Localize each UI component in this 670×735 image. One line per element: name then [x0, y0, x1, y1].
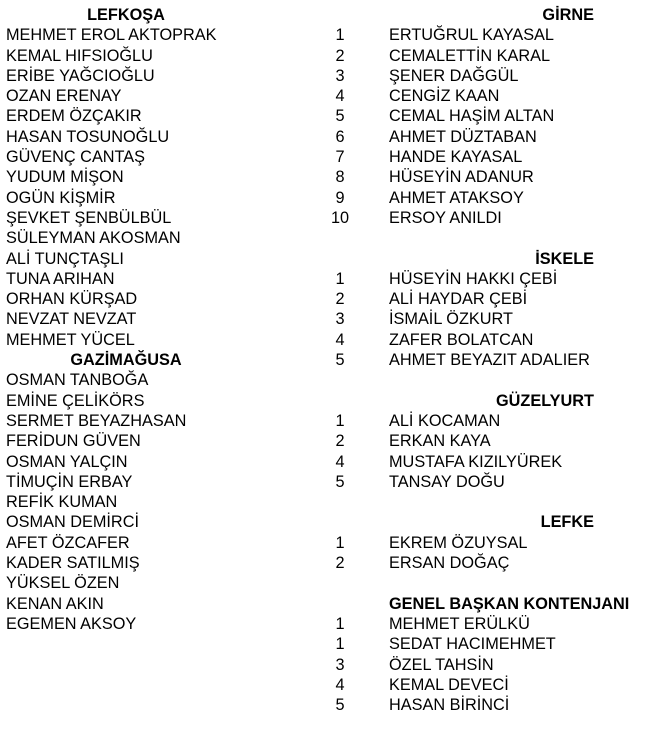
girne-number: 4: [335, 87, 345, 106]
girne-name: HANDE KAYASAL: [389, 148, 523, 167]
kontenjan-number: 3: [335, 655, 345, 674]
girne-name: ERTUĞRUL KAYASAL: [389, 26, 554, 45]
guzelyurt-number: 2: [335, 432, 345, 451]
girne-name: HÜSEYİN ADANUR: [389, 168, 534, 187]
girne-name: CEMALETTİN KARAL: [389, 46, 551, 65]
kontenjan-heading: GENEL BAŞKAN KONTENJANI: [389, 594, 630, 613]
girne-number: 9: [335, 188, 345, 207]
lefkosa-name: ŞEVKET ŞENBÜLBÜL: [6, 208, 172, 227]
lefkosa-name: ORHAN KÜRŞAD: [6, 290, 138, 309]
lefke-name: ERSAN DOĞAÇ: [389, 554, 510, 573]
kontenjan-name: MEHMET ERÜLKÜ: [389, 614, 530, 633]
iskele-number: 3: [335, 310, 345, 329]
iskele-name: ZAFER BOLATCAN: [389, 330, 534, 349]
girne-number: 10: [330, 208, 350, 227]
lefkosa-name: ERİBE YAĞCIOĞLU: [6, 66, 155, 85]
gazimagusa-name: REFİK KUMAN: [6, 493, 118, 512]
girne-number: 8: [335, 168, 345, 187]
guzelyurt-heading: GÜZELYURT: [496, 391, 594, 410]
lefkosa-name: YUDUM MİŞON: [6, 168, 124, 187]
number-column: [318, 5, 362, 715]
lefkosa-name: GÜVENÇ CANTAŞ: [6, 148, 146, 167]
guzelyurt-name: ERKAN KAYA: [389, 432, 491, 451]
kontenjan-number: 4: [335, 675, 345, 694]
iskele-name: HÜSEYİN HAKKI ÇEBİ: [389, 269, 558, 288]
iskele-name: İSMAİL ÖZKURT: [389, 310, 513, 329]
left-column: [6, 5, 326, 634]
gazimagusa-name: AFET ÖZCAFER: [6, 533, 130, 552]
girne-number: 6: [335, 127, 345, 146]
lefke-name: EKREM ÖZUYSAL: [389, 533, 528, 552]
gazimagusa-name: OSMAN DEMİRCİ: [6, 513, 139, 532]
girne-name: ŞENER DAĞGÜL: [389, 66, 519, 85]
iskele-number: 2: [335, 290, 345, 309]
guzelyurt-number: 5: [335, 472, 345, 491]
lefkosa-name: MEHMET EROL AKTOPRAK: [6, 26, 217, 45]
iskele-number: 4: [335, 330, 345, 349]
girne-name: CEMAL HAŞİM ALTAN: [389, 107, 555, 126]
lefke-heading: LEFKE: [540, 513, 594, 532]
iskele-number: 1: [335, 269, 345, 288]
guzelyurt-number: 4: [335, 452, 345, 471]
girne-number: 1: [335, 26, 345, 45]
gazimagusa-name: EGEMEN AKSOY: [6, 614, 137, 633]
girne-heading: GİRNE: [542, 6, 594, 24]
girne-number: 5: [335, 107, 345, 126]
lefkosa-name: MEHMET YÜCEL: [6, 330, 135, 349]
lefke-number: 2: [335, 554, 345, 573]
girne-number: 2: [335, 46, 345, 65]
guzelyurt-name: TANSAY DOĞU: [389, 472, 505, 491]
lefkosa-name: OZAN ERENAY: [6, 87, 122, 106]
gazimagusa-name: EMİNE ÇELİKÖRS: [6, 391, 145, 410]
girne-name: CENGİZ KAAN: [389, 87, 500, 106]
lefkosa-heading: LEFKOŞA: [87, 6, 165, 24]
gazimagusa-name: OSMAN YALÇIN: [6, 452, 128, 471]
iskele-name: AHMET BEYAZIT ADALIER: [389, 351, 590, 370]
iskele-name: ALİ HAYDAR ÇEBİ: [389, 290, 528, 309]
guzelyurt-name: MUSTAFA KIZILYÜREK: [389, 452, 563, 471]
kontenjan-name: SEDAT HACIMEHMET: [389, 635, 556, 654]
lefke-number: 1: [335, 533, 345, 552]
lefkosa-name: SÜLEYMAN AKOSMAN: [6, 229, 181, 248]
kontenjan-name: ÖZEL TAHSİN: [389, 655, 494, 674]
kontenjan-number: 1: [335, 614, 345, 633]
kontenjan-number: 1: [335, 635, 345, 654]
gazimagusa-name: OSMAN TANBOĞA: [6, 371, 149, 390]
gazimagusa-name: KENAN AKIN: [6, 594, 104, 613]
guzelyurt-name: ALİ KOCAMAN: [389, 411, 501, 430]
gazimagusa-heading: GAZİMAĞUSA: [70, 351, 182, 370]
gazimagusa-name: SERMET BEYAZHASAN: [6, 411, 187, 430]
girne-name: AHMET DÜZTABAN: [389, 127, 537, 146]
gazimagusa-name: FERİDUN GÜVEN: [6, 432, 141, 451]
right-column: [389, 5, 670, 715]
kontenjan-name: KEMAL DEVECİ: [389, 675, 509, 694]
girne-number: 7: [335, 148, 345, 167]
lefkosa-name: ALİ TUNÇTAŞLI: [6, 249, 124, 268]
lefkosa-name: TUNA ARIHAN: [6, 269, 115, 288]
iskele-number: 5: [335, 351, 345, 370]
gazimagusa-name: KADER SATILMIŞ: [6, 554, 140, 573]
lefkosa-name: OGÜN KİŞMİR: [6, 188, 116, 207]
lefkosa-name: NEVZAT NEVZAT: [6, 310, 137, 329]
girne-name: AHMET ATAKSOY: [389, 188, 524, 207]
girne-number: 3: [335, 66, 345, 85]
kontenjan-number: 5: [335, 696, 345, 715]
lefkosa-name: ERDEM ÖZÇAKIR: [6, 107, 142, 126]
kontenjan-name: HASAN BİRİNCİ: [389, 696, 510, 715]
gazimagusa-name: YÜKSEL ÖZEN: [6, 574, 120, 593]
lefkosa-name: KEMAL HIFSIOĞLU: [6, 46, 153, 65]
girne-name: ERSOY ANILDI: [389, 208, 502, 227]
iskele-heading: İSKELE: [535, 249, 594, 268]
guzelyurt-number: 1: [335, 411, 345, 430]
lefkosa-name: HASAN TOSUNOĞLU: [6, 127, 170, 146]
gazimagusa-name: TİMUÇİN ERBAY: [6, 472, 133, 491]
